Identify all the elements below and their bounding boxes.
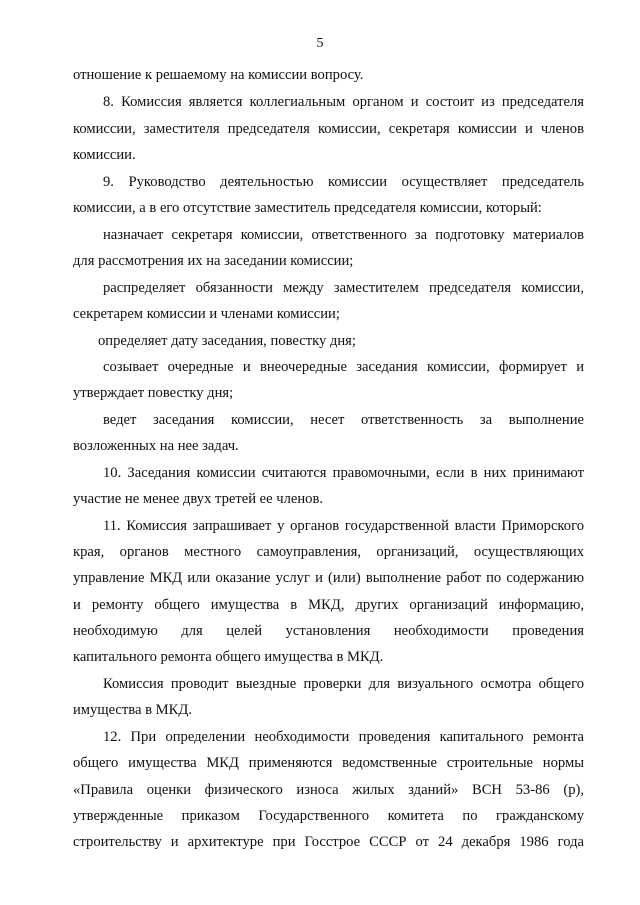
text-line: комиссии, заместителя председателя комиссии, секретаря комиссии и членов <box>73 121 584 137</box>
text-line: утверждает повестку дня; <box>73 385 234 401</box>
text-line: капитального ремонта общего имущества в МКД. <box>73 649 384 665</box>
text-line: отношение к решаемому на комиссии вопросу. <box>73 67 364 83</box>
text-line: секретарем комиссии и членами комиссии; <box>73 306 340 322</box>
text-line: утвержденные приказом Государственного комитета по гражданскому <box>73 808 584 824</box>
text-line: необходимую для целей установления необходимости проведения <box>73 623 584 639</box>
text-line: 9. Руководство деятельностью комиссии осуществляет председатель <box>103 174 584 190</box>
text-line: для рассмотрения их на заседании комиссии; <box>73 253 354 269</box>
text-line: Комиссия проводит выездные проверки для визуального осмотра общего <box>103 676 584 692</box>
text-line: ведет заседания комиссии, несет ответственность за выполнение <box>103 412 584 428</box>
text-line: 12. При определении необходимости проведения капитального ремонта <box>103 729 584 745</box>
text-line: распределяет обязанности между заместителем председателя комиссии, <box>103 280 584 296</box>
text-line: 8. Комиссия является коллегиальным органом и состоит из председателя <box>103 94 584 110</box>
page-number: 5 <box>316 36 324 51</box>
text-line: края, органов местного самоуправления, организаций, осуществляющих <box>73 544 584 560</box>
text-line: строительству и архитектуре при Госстрое СССР от 24 декабря 1986 года <box>73 834 584 850</box>
text-line: созывает очередные и внеочередные заседания комиссии, формирует и <box>103 359 584 375</box>
text-line: общего имущества МКД применяются ведомственные строительные нормы <box>73 755 584 771</box>
text-line: участие не менее двух третей ее членов. <box>73 491 324 507</box>
text-line: управление МКД или оказание услуг и (или) выполнение работ по содержанию <box>73 570 584 586</box>
text-line: комиссии. <box>73 147 136 163</box>
text-line: 11. Комиссия запрашивает у органов государственной власти Приморского <box>103 518 584 534</box>
text-line: и ремонту общего имущества в МКД, других организаций информацию, <box>73 597 584 613</box>
text-line: назначает секретаря комиссии, ответственного за подготовку материалов <box>103 227 584 243</box>
text-line: возложенных на нее задач. <box>73 438 239 454</box>
text-line: 10. Заседания комиссии считаются правомочными, если в них принимают <box>103 465 584 481</box>
text-line: имущества в МКД. <box>73 702 192 718</box>
text-line: «Правила оценки физического износа жилых зданий» ВСН 53-86 (р), <box>73 782 584 798</box>
text-line: комиссии, а в его отсутствие заместитель председателя комиссии, который: <box>73 200 542 216</box>
text-line: определяет дату заседания, повестку дня; <box>98 333 356 349</box>
